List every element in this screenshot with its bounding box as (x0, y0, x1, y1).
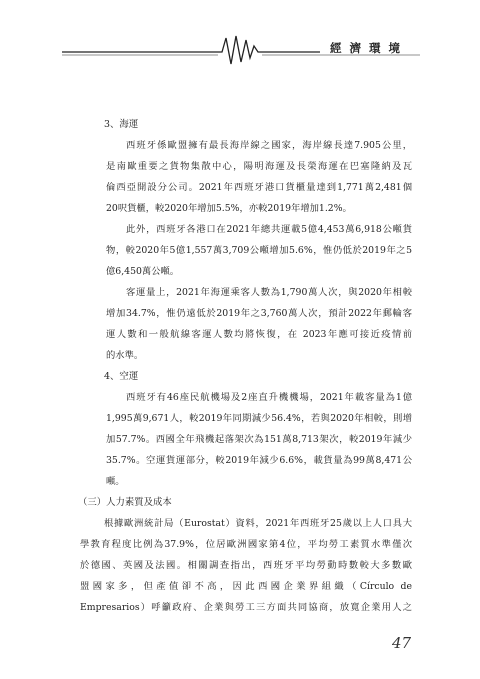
paragraph-line: 加57.7%。西國全年飛機起落架次為151萬8,713架次，較2019年減少 (106, 434, 412, 445)
paragraph-line: 於德國、英國及法國。相關調查指出，西班牙平均勞動時數較大多數歐 (80, 560, 412, 571)
paragraph-line: 物，較2020年5億1,557萬3,709公噸增加5.6%，惟仍低於2019年之5 (106, 245, 412, 256)
paragraph-line: 35.7%。空運貨運部分，較2019年減少6.6%，載貨量為99萬8,471公 (106, 455, 412, 466)
paragraph-line: 根據歐洲統計局（Eurostat）資料，2021年西班牙25歲以上人口具大 (104, 518, 412, 529)
paragraph-line: 倫西亞開設分公司。2021年西班牙港口貨櫃量達到1,771萬2,481個 (106, 182, 412, 193)
paragraph-line: 增加34.7%，惟仍遠低於2019年之3,760萬人次，預計2022年郵輪客 (106, 308, 412, 319)
paragraph-line: Empresarios）呼籲政府、企業與勞工三方面共同協商，放寬企業用人之 (80, 602, 412, 613)
section-heading-sea-transport: 3、海運 (104, 119, 139, 130)
paragraph-line: 盟國家多，但產值卻不高，因此西國企業界組織（Círculo de (80, 581, 412, 592)
paragraph-line: 億6,450萬公噸。 (106, 266, 180, 277)
section-heading-air-transport: 4、空運 (104, 371, 139, 382)
paragraph-line: 噸。 (106, 476, 125, 487)
paragraph-line: 的水準。 (106, 350, 144, 361)
paragraph-line: 1,995萬9,671人，較2019年同期減少56.4%，若與2020年相較，則增 (106, 413, 412, 424)
paragraph-line: 學教育程度比例為37.9%，位居歐洲國家第4位，平均勞工素質水準僅次 (80, 539, 412, 550)
paragraph-line: 運人數和一般航線客運人數均將恢復，在 2023年應可接近疫情前 (106, 329, 412, 340)
header-section-title: 經濟環境 (330, 41, 408, 55)
paragraph-line: 是南歐重要之貨物集散中心，陽明海運及長榮海運在巴塞隆納及瓦 (106, 161, 412, 172)
paragraph-line: 此外，西班牙各港口在2021年總共運載5億4,453萬6,918公噸貨 (126, 224, 412, 235)
paragraph-line: 客運量上，2021年海運乘客人數為1,790萬人次，與2020年相較 (126, 287, 412, 298)
section-heading-human-resources: （三）人力素質及成本 (78, 497, 172, 508)
paragraph-line: 20呎貨櫃，較2020年增加5.5%，亦較2019年增加1.2%。 (106, 203, 352, 214)
paragraph-line: 西班牙係歐盟擁有最長海岸線之國家，海岸線長達7.905公里， (126, 140, 412, 151)
header-heartbeat-line-icon (0, 28, 480, 68)
paragraph-line: 西班牙有46座民航機場及2座直升機機場，2021年載客量為1億 (126, 392, 412, 403)
page-number: 47 (392, 634, 412, 652)
